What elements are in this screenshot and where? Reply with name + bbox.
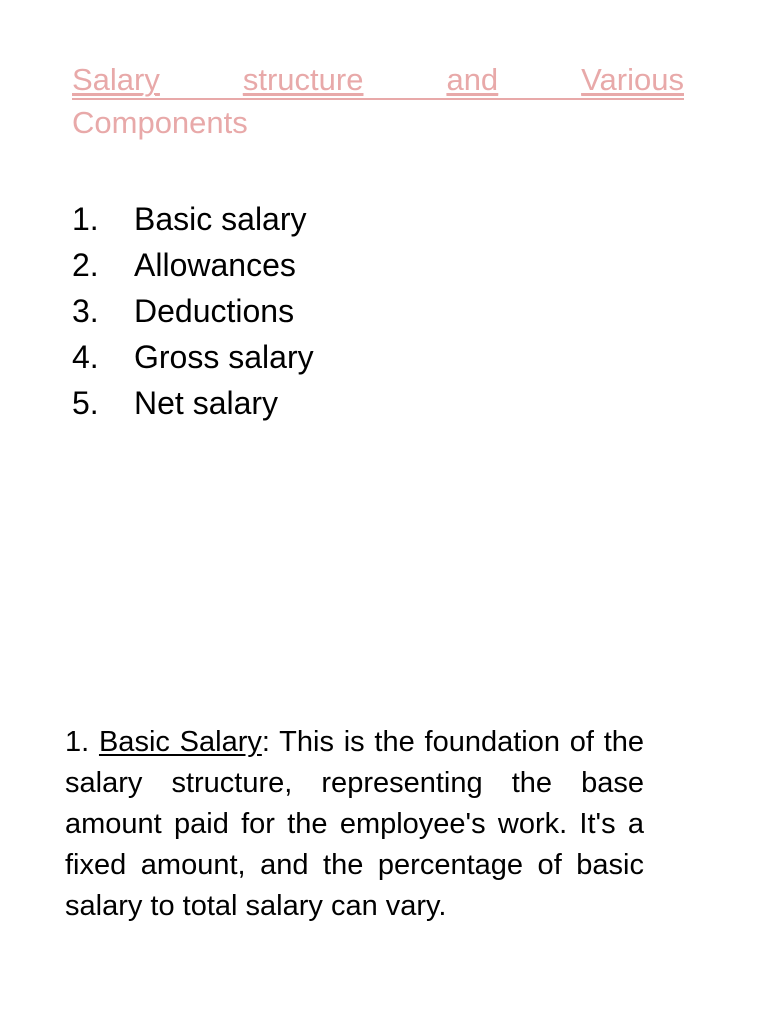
list-item	[72, 196, 314, 242]
basic-salary-paragraph	[65, 722, 644, 927]
title-line-1	[72, 58, 684, 100]
title-line-2: Components	[72, 105, 248, 140]
list-item	[72, 380, 314, 426]
paragraph-number: 1.	[65, 726, 99, 758]
paragraph-term: Basic Salary	[98, 726, 262, 758]
list-item	[72, 288, 314, 334]
list-item	[72, 334, 314, 380]
list-item-label: Basic salary	[134, 201, 307, 237]
list-item-label: Allowances	[134, 247, 296, 283]
title-word: Various	[581, 62, 684, 97]
title-word: structure	[242, 62, 364, 97]
list-item-number: 4.	[72, 339, 99, 375]
list-item-number: 3.	[72, 293, 99, 329]
title-word: and	[446, 62, 499, 97]
list-item-label: Net salary	[134, 385, 279, 421]
salary-components-list	[72, 196, 314, 426]
list-item	[72, 242, 314, 288]
list-item-number: 2.	[72, 247, 99, 283]
paragraph-body: : This is the foundation of the salary structure, representing the base amount paid for the employee's work. It's a fixed amount, and the percentage of basic salary to total salary can vary.	[65, 726, 645, 922]
page-title	[72, 58, 684, 146]
title-word: Salary	[72, 62, 160, 97]
list-item-label: Gross salary	[134, 339, 314, 375]
list-item-number: 5.	[72, 385, 99, 421]
list-item-number: 1.	[72, 201, 99, 237]
list-item-label: Deductions	[134, 293, 295, 329]
